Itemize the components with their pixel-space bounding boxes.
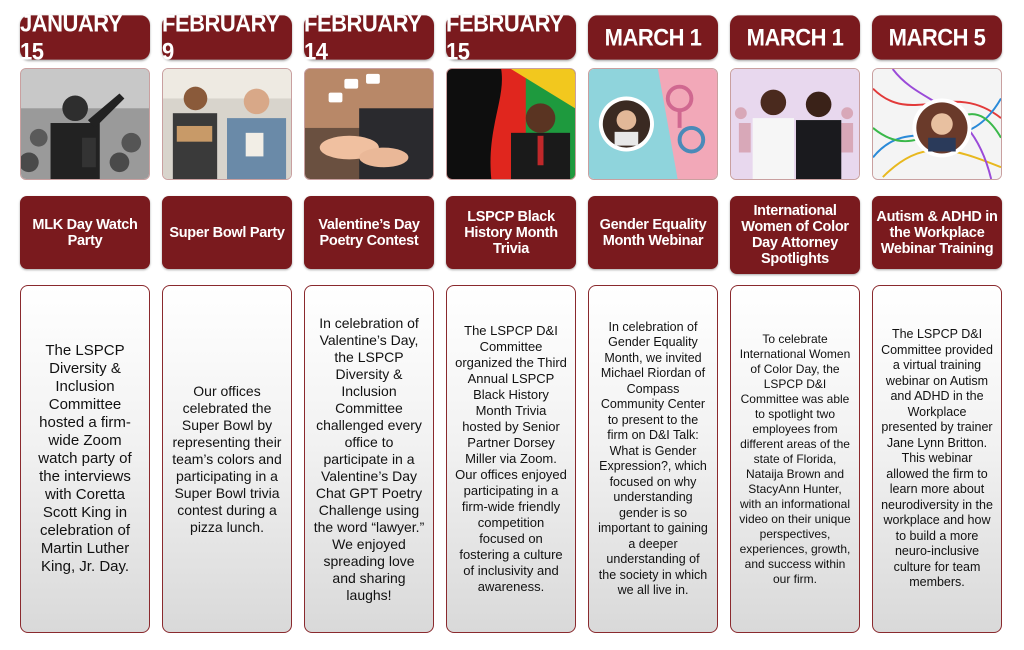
event-title: Autism & ADHD in the Workplace Webinar Training (872, 196, 1002, 269)
event-photo-neurodiversity-presenter (872, 68, 1002, 180)
event-date: MARCH 1 (588, 15, 718, 59)
event-date: MARCH 5 (872, 15, 1002, 59)
event-column-women-of-color (730, 0, 860, 650)
event-title: Super Bowl Party (162, 196, 292, 269)
event-description-card (20, 285, 150, 633)
event-description-card (446, 285, 576, 633)
event-column-gender-equality (588, 0, 718, 650)
event-description-card (872, 285, 1002, 633)
event-description-card (588, 285, 718, 633)
event-description-card (730, 285, 860, 633)
event-description-card (162, 285, 292, 633)
event-description-card (304, 285, 434, 633)
event-column-mlk (20, 0, 150, 650)
event-description: The LSPCP D&I Committee organized the Third Annual LSPCP Black History Month Trivia hosted by Senior Partner Dorsey Miller via Zoom. Our offices enjoyed participating in a firm-wide friendly competition focused on fostering a culture of inclusivity and awareness. (455, 323, 567, 594)
event-description: The LSPCP Diversity & Inclusion Committee hosted a firm-wide Zoom watch party of the interviews with Coretta Scott King in celebration of Martin Luther King, Jr. Day. (38, 342, 132, 575)
event-column-valentines (304, 0, 434, 650)
event-date: JANUARY 15 (20, 15, 150, 59)
event-photo-gender-symbols (588, 68, 718, 180)
event-column-autism-adhd (872, 0, 1002, 650)
event-photo-mlk-speech (20, 68, 150, 180)
event-date: FEBRUARY 15 (446, 15, 576, 59)
event-description: To celebrate International Women of Color Day, the LSPCP D&I Committee was able to spotlight two employees from different areas of the state of Florida, Nataija Brown and StacyAnn Hunter, with an informational video on their unique perspectives, experiences, growth, and success within our firm. (739, 331, 851, 586)
event-description: In celebration of Valentine’s Day, the LSPCP Diversity & Inclusion Committee challenged every office to participate in a Valentine’s Day Chat GPT Poetry Challenge using the word “lawyer.” We enjoyed spreading love and sharing laughs! (313, 314, 425, 603)
event-date: FEBRUARY 9 (162, 15, 292, 59)
event-column-super-bowl (162, 0, 292, 650)
event-title: Gender Equality Month Webinar (588, 196, 718, 269)
event-title: MLK Day Watch Party (20, 196, 150, 269)
event-description: Our offices celebrated the Super Bowl by representing their team’s colors and participating in a Super Bowl trivia contest during a pizza lunch. (172, 382, 282, 535)
event-description: In celebration of Gender Equality Month, we invited Michael Riordan of Compass Community Center to present to the firm on D&I Talk: What is Gender Expression?, which focused on why understanding gender is so important to gaining a deeper understanding of the society in which we all live in. (598, 319, 708, 597)
event-photo-black-history-speaker (446, 68, 576, 180)
event-photo-super-bowl (162, 68, 292, 180)
event-photo-two-attorneys (730, 68, 860, 180)
event-title: International Women of Color Day Attorney Spotlights (730, 196, 860, 274)
event-title: Valentine’s Day Poetry Contest (304, 196, 434, 269)
event-column-black-history (446, 0, 576, 650)
event-photo-typing-laptop (304, 68, 434, 180)
event-date: MARCH 1 (730, 15, 860, 59)
event-date: FEBRUARY 14 (304, 15, 434, 59)
event-title: LSPCP Black History Month Trivia (446, 196, 576, 269)
event-description: The LSPCP D&I Committee provided a virtual training webinar on Autism and ADHD in the Workplace presented by trainer Jane Lynn Britton. This webinar allowed the firm to learn more about neurodiversity in the workplace and how to build a more neuro-inclusive culture for team members. (881, 327, 993, 590)
